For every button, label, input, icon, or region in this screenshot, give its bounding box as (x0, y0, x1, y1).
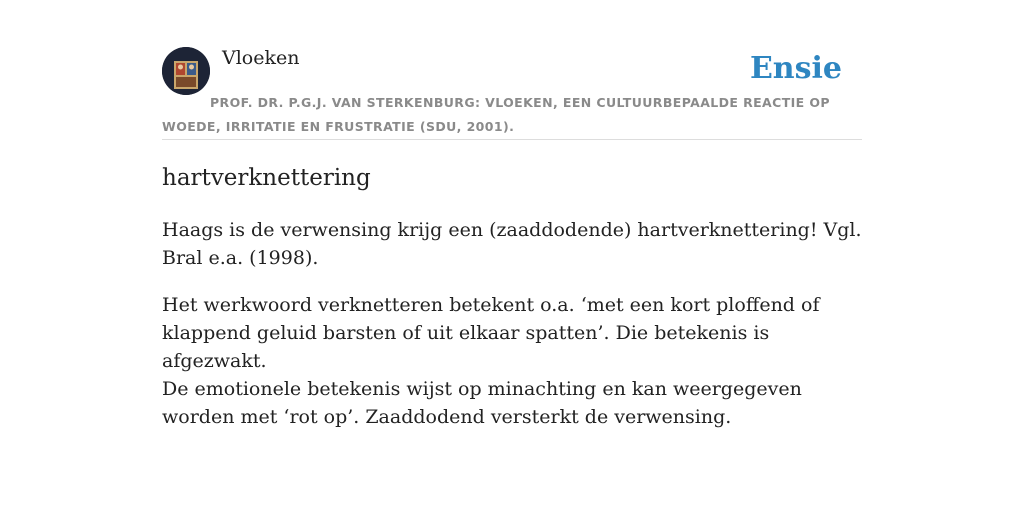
entry-paragraph-2: Het werkwoord verknetteren betekent o.a. ‘met een kort ploffend of klappend geluid barsten of uit elkaar spatten’. Die betekenis is afgezwakt. (162, 294, 820, 372)
entry-paragraph-1: Haags is de verwensing krijg een (zaaddodende) hartverknettering! Vgl. Bral e.a. (1998). (162, 219, 862, 269)
collection-title[interactable]: Vloeken (222, 47, 300, 69)
entry-title: hartverknettering (162, 165, 371, 191)
entry-paragraph-3: De emotionele betekenis wijst op minachting en kan weergegeven worden met ‘rot op’. Zaaddodend versterkt de verwensing. (162, 378, 802, 428)
book-cover-icon (162, 47, 210, 95)
source-reference: PROF. DR. P.G.J. VAN STERKENBURG: VLOEKEN, EEN CULTUURBEPAALDE REACTIE OP WOEDE, IRRITATIE EN FRUSTRATIE (SDU, 2001). (162, 95, 830, 134)
collection-avatar[interactable] (162, 47, 210, 95)
ensie-logo[interactable]: Ensie (749, 51, 842, 86)
collection-header (162, 46, 862, 140)
